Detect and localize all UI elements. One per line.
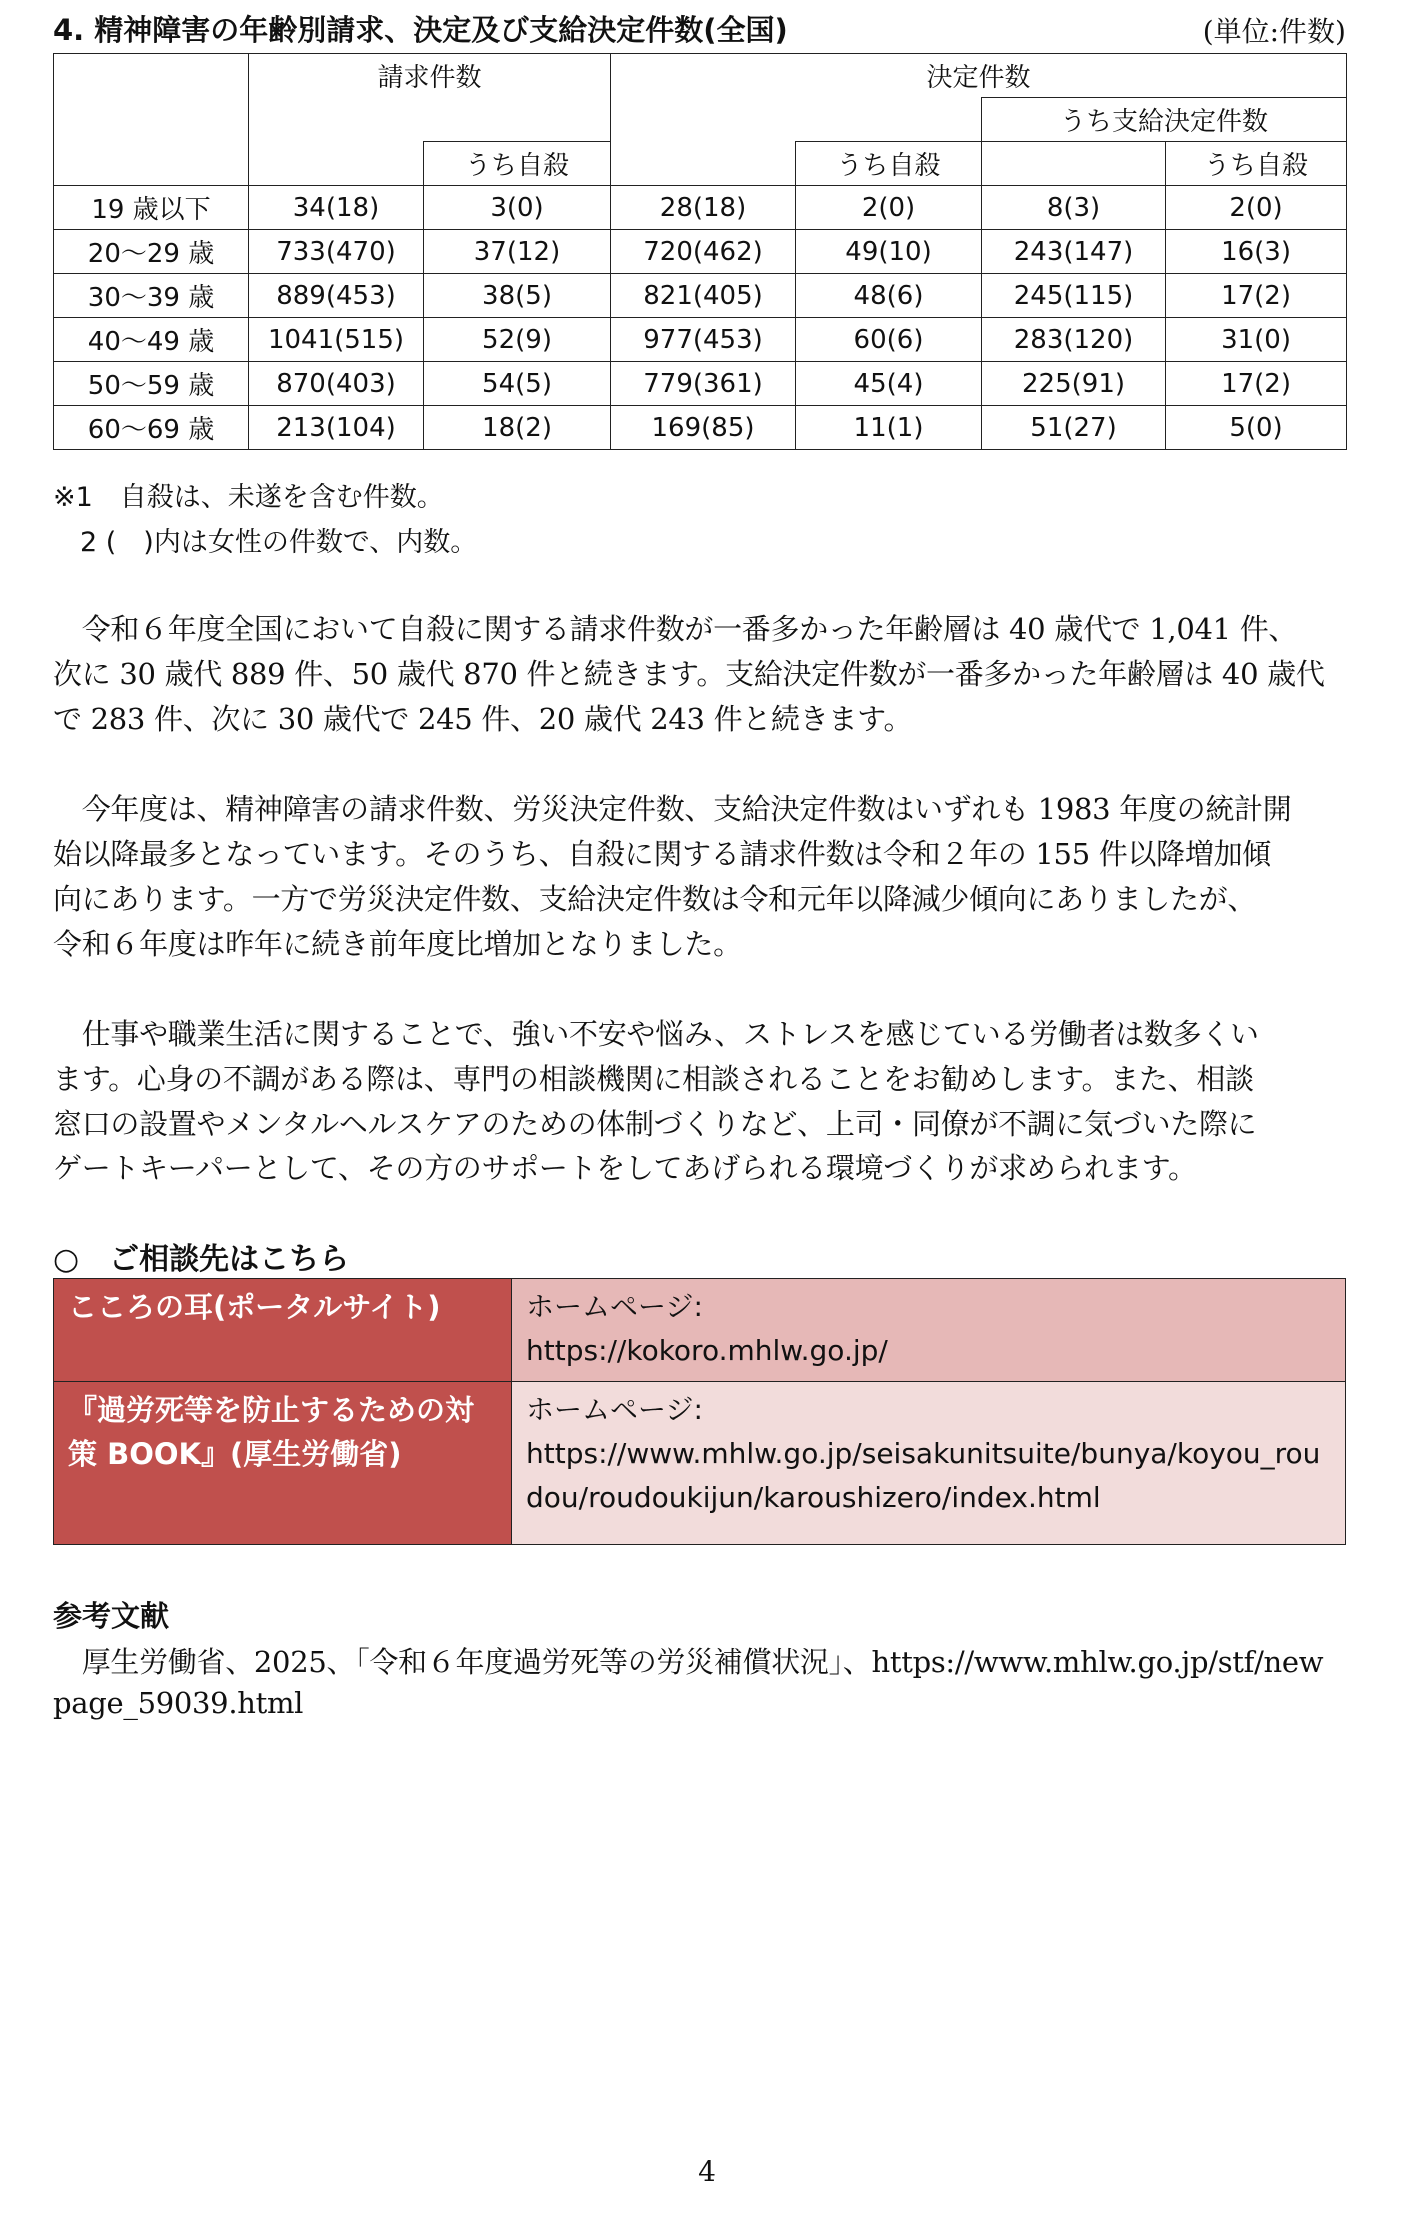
table-cell: 5(0) — [1166, 406, 1347, 450]
table-cell: 48(6) — [796, 274, 982, 318]
paragraph-line: 今年度は、精神障害の請求件数、労災決定件数、支給決定件数はいずれも 1983 年度の統計開 — [53, 792, 1292, 826]
table-cell: 2(0) — [1166, 186, 1347, 230]
table-cell: 18(2) — [424, 406, 611, 450]
table-row — [54, 406, 1347, 450]
homepage-label: ホームページ: — [526, 1393, 703, 1426]
table-cell: 37(12) — [424, 230, 611, 274]
homepage-label: ホームページ: — [526, 1290, 703, 1323]
paragraph-line: で 283 件、次に 30 歳代で 245 件、20 歳代 243 件と続きます。 — [53, 702, 913, 736]
table-cell: 28(18) — [611, 186, 796, 230]
contact-name: こころの耳(ポータルサイト) — [54, 1279, 512, 1382]
table-cell: 17(2) — [1166, 274, 1347, 318]
unit-label: (単位:件数) — [1202, 15, 1346, 48]
age-group: 30～39 歳 — [54, 274, 249, 318]
table-title: 4. 精神障害の年齢別請求、決定及び支給決定件数(全国) — [53, 13, 788, 47]
references-heading: 参考文献 — [53, 1599, 170, 1633]
table-cell: 60(6) — [796, 318, 982, 362]
table-cell: 2(0) — [796, 186, 982, 230]
paragraph-line: ます。心身の不調がある際は、専門の相談機関に相談されることをお勧めします。また、相談 — [53, 1062, 1254, 1096]
reference-line: page_59039.html — [53, 1686, 304, 1720]
table-cell: 1041(515) — [249, 318, 424, 362]
header-decisions: 決定件数 — [611, 54, 1347, 98]
table-cell: 54(5) — [424, 362, 611, 406]
age-stats-table — [53, 53, 1347, 450]
table-cell: 720(462) — [611, 230, 796, 274]
table-row — [54, 274, 1347, 318]
table-cell: 3(0) — [424, 186, 611, 230]
paragraph-line: 窓口の設置やメンタルヘルスケアのための体制づくりなど、上司・同僚が不調に気づいた際に — [53, 1107, 1257, 1141]
table-cell: 977(453) — [611, 318, 796, 362]
table-cell: 45(4) — [796, 362, 982, 406]
table-cell: 870(403) — [249, 362, 424, 406]
table-cell: 733(470) — [249, 230, 424, 274]
table-cell: 225(91) — [982, 362, 1166, 406]
age-group: 40～49 歳 — [54, 318, 249, 362]
table-cell: 245(115) — [982, 274, 1166, 318]
table-cell: 213(104) — [249, 406, 424, 450]
note-2: 2 ( )内は女性の件数で、内数。 — [53, 527, 478, 558]
note-1: ※1 自殺は、未遂を含む件数。 — [53, 482, 444, 513]
table-cell: 31(0) — [1166, 318, 1347, 362]
contact-name: 『過労死等を防止するための対策 BOOK』(厚生労働省) — [54, 1382, 512, 1545]
contact-table — [53, 1278, 1346, 1545]
contact-link[interactable]: https://www.mhlw.go.jp/seisakunitsuite/bunya/koyou_roudou/roudoukijun/karoushizero/index.html — [526, 1437, 1321, 1514]
paragraph-line: 令和６年度は昨年に続き前年度比増加となりました。 — [53, 927, 742, 961]
table-cell: 49(10) — [796, 230, 982, 274]
table-row — [54, 186, 1347, 230]
table-cell: 38(5) — [424, 274, 611, 318]
table-cell: 51(27) — [982, 406, 1166, 450]
table-cell: 243(147) — [982, 230, 1166, 274]
paragraph-line: 次に 30 歳代 889 件、50 歳代 870 件と続きます。支給決定件数が一番多かった年齢層は 40 歳代 — [53, 657, 1325, 691]
table-cell: 283(120) — [982, 318, 1166, 362]
paragraph-line: 始以降最多となっています。そのうち、自殺に関する請求件数は令和２年の 155 件以降増加傾 — [53, 837, 1271, 871]
table-cell: 11(1) — [796, 406, 982, 450]
table-row — [54, 362, 1347, 406]
paragraph-line: 令和６年度全国において自殺に関する請求件数が一番多かった年齢層は 40 歳代で 1,041 件、 — [53, 612, 1298, 646]
table-cell: 169(85) — [611, 406, 796, 450]
age-group: 50～59 歳 — [54, 362, 249, 406]
table-cell: 779(361) — [611, 362, 796, 406]
table-cell: 34(18) — [249, 186, 424, 230]
age-group: 19 歳以下 — [54, 186, 249, 230]
contact-link[interactable]: https://kokoro.mhlw.go.jp/ — [526, 1334, 888, 1367]
table-cell: 821(405) — [611, 274, 796, 318]
age-group: 20～29 歳 — [54, 230, 249, 274]
header-suicide: うち自殺 — [796, 142, 982, 186]
contact-heading: ○ ご相談先はこちら — [53, 1242, 350, 1277]
header-suicide: うち自殺 — [1166, 142, 1347, 186]
paragraph-line: ゲートキーパーとして、その方のサポートをしてあげられる環境づくりが求められます。 — [53, 1151, 1197, 1185]
page-number: 4 — [698, 2155, 716, 2188]
table-row — [54, 230, 1347, 274]
header-paid: うち支給決定件数 — [982, 98, 1347, 142]
table-cell: 889(453) — [249, 274, 424, 318]
table-cell: 8(3) — [982, 186, 1166, 230]
paragraph-line: 向にあります。一方で労災決定件数、支給決定件数は令和元年以降減少傾向にありましたが、 — [53, 882, 1257, 916]
table-cell: 16(3) — [1166, 230, 1347, 274]
header-suicide: うち自殺 — [424, 142, 611, 186]
header-claims: 請求件数 — [249, 54, 611, 98]
reference-line: 厚生労働省、2025、「令和６年度過労死等の労災補償状況」、https://www.mhlw.go.jp/stf/new — [53, 1645, 1324, 1679]
age-group: 60～69 歳 — [54, 406, 249, 450]
table-row — [54, 318, 1347, 362]
table-cell: 17(2) — [1166, 362, 1347, 406]
paragraph-line: 仕事や職業生活に関することで、強い不安や悩み、ストレスを感じている労働者は数多くい — [53, 1017, 1259, 1051]
table-cell: 52(9) — [424, 318, 611, 362]
